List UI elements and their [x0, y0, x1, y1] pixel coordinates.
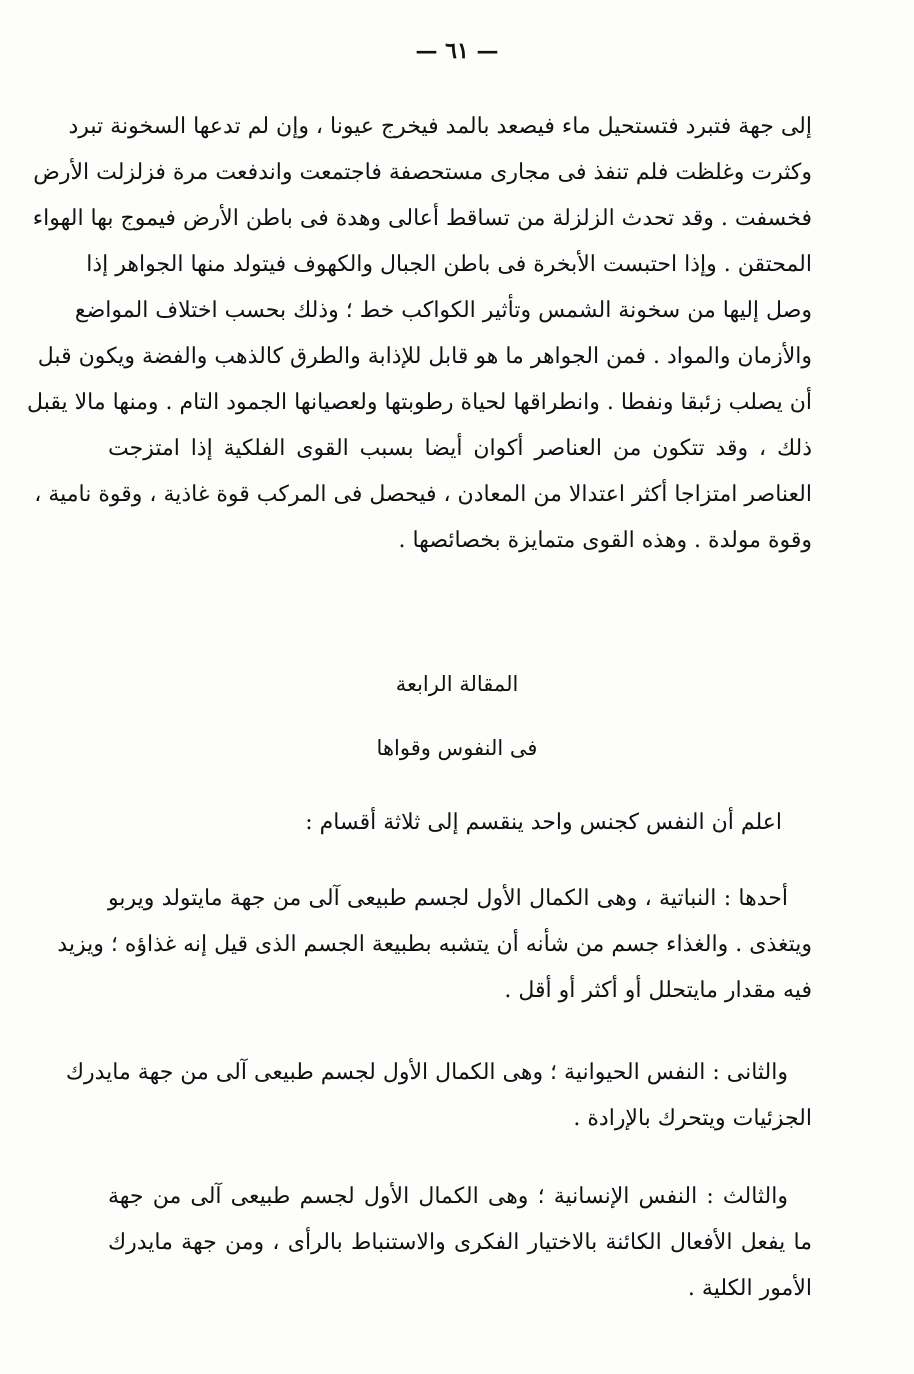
paragraph-animal-soul — [65, 1050, 812, 1142]
text-line: أحدها : النباتية ، وهى الكمال الأول لجسم طبيعى آلى من جهة مايتولد ويربو — [108, 886, 788, 911]
intro-sentence: اعلم أن النفس كجنس واحد ينقسم إلى ثلاثة أقسام : — [305, 810, 782, 835]
text-line: العناصر امتزاجا أكثر اعتدالا من المعادن ، فيحصل فى المركب قوة غاذية ، وقوة نامية ، — [34, 482, 812, 507]
text-line: والثالث : النفس الإنسانية ؛ وهى الكمال الأول لجسم طبيعى آلى من جهة — [108, 1184, 788, 1209]
text-line: ما يفعل الأفعال الكائنة بالاختيار الفكرى والاستنباط بالرأى ، ومن جهة مايدرك — [108, 1230, 812, 1255]
chapter-subheading: فى النفوس وقواها — [376, 736, 538, 760]
text-line: الجزئيات ويتحرك بالإرادة . — [573, 1106, 812, 1131]
text-line: ذلك ، وقد تتكون من العناصر أكوان أيضا بسبب القوى الفلكية إذا امتزجت — [108, 436, 812, 461]
text-line: الأمور الكلية . — [687, 1276, 812, 1301]
text-line: فخسفت . وقد تحدث الزلزلة من تساقط أعالى وهدة فى باطن الأرض فيموج بها الهواء — [32, 206, 812, 231]
text-line: وكثرت وغلظت فلم تنفذ فى مجارى مستحصفة فاجتمعت واندفعت مرة فزلزلت الأرض — [33, 160, 812, 185]
paragraph-human-soul — [108, 1174, 812, 1312]
paragraph-minerals — [27, 104, 812, 564]
text-line: ويتغذى . والغذاء جسم من شأنه أن يتشبه بطبيعة الجسم الذى قيل إنه غذاؤه ؛ ويزيد — [57, 932, 812, 957]
text-line: أن يصلب زئبقا ونفطا . وانطراقها لحياة رطوبتها ولعصيانها الجمود التام . ومنها مالا يقبل — [27, 390, 812, 415]
text-line: والثانى : النفس الحيوانية ؛ وهى الكمال الأول لجسم طبيعى آلى من جهة مايدرك — [65, 1060, 788, 1085]
text-line: وصل إليها من سخونة الشمس وتأثير الكواكب خط ؛ وذلك بحسب اختلاف المواضع — [74, 298, 812, 323]
text-line: وقوة مولدة . وهذه القوى متمايزة بخصائصها . — [398, 528, 812, 553]
chapter-heading: المقالة الرابعة — [395, 672, 519, 696]
text-line: فيه مقدار مايتحلل أو أكثر أو أقل . — [504, 978, 812, 1003]
text-line: إلى جهة فتبرد فتستحيل ماء فيصعد بالمد فيخرج عيونا ، وإن لم تدعها السخونة تبرد — [68, 114, 812, 139]
paragraph-vegetative-soul — [57, 876, 812, 1014]
page-number: — ٦١ — — [415, 38, 499, 64]
text-line: المحتقن . وإذا احتبست الأبخرة فى باطن الجبال والكهوف فيتولد منها الجواهر إذا — [86, 252, 812, 277]
text-line: والأزمان والمواد . فمن الجواهر ما هو قابل للإذابة والطرق كالذهب والفضة ويكون قبل — [37, 344, 812, 369]
